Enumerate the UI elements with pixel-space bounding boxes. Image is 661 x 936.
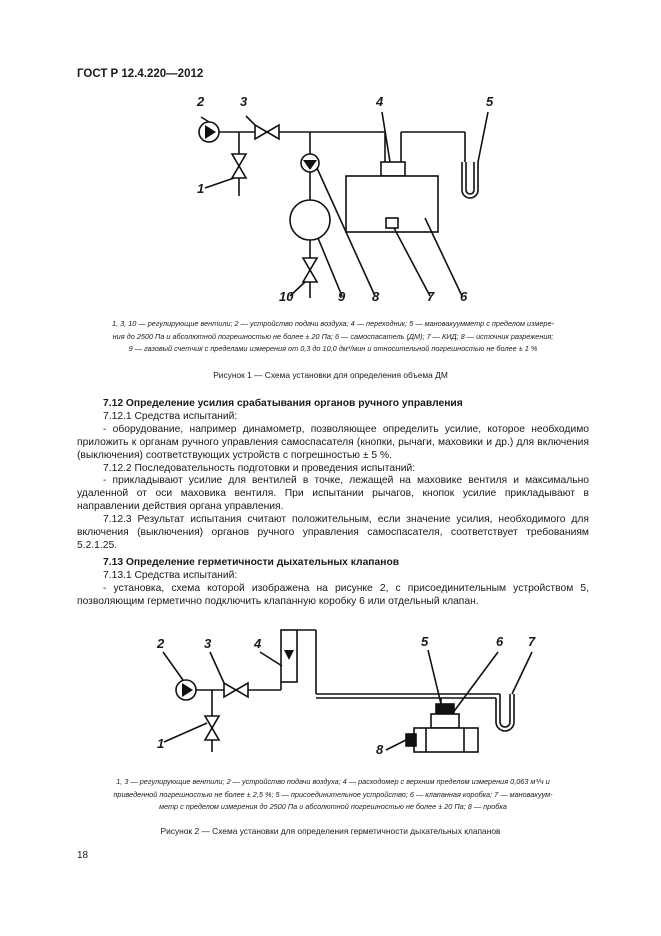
label-4: 4: [376, 94, 384, 109]
label-6: 6: [496, 634, 504, 649]
label-10: 10: [279, 289, 294, 304]
label-5: 5: [486, 94, 494, 109]
figure-1-diagram: [0, 88, 661, 310]
connection-device-5: [436, 704, 454, 714]
paragraph: 7.12.1 Средства испытаний:: [103, 410, 238, 422]
body-text: [77, 398, 589, 609]
figure-2-title: Рисунок 2 — Схема установки для определения герметичности дыхательных клапанов: [160, 826, 501, 836]
valve-box-6: [431, 714, 459, 728]
figure-2-legend-line: 1, 3 — регулирующие вентили; 2 — устройство подачи воздуха; 4 — расходомер с верхним пределом измерения 0,063 м³/ч и: [116, 777, 550, 786]
label-9: 9: [338, 289, 346, 304]
paragraph: 7.12.3 Результат испытания считают положительным, если значение усилия, необходимого для включения (выключения) органов ручного управления самоспасателя, соответствует требованиям 5.2.1.25.: [77, 514, 589, 551]
paragraph: 7.12.2 Последовательность подготовки и проведения испытаний:: [103, 462, 416, 474]
paragraph: - установка, схема которой изображена на рисунке 2, с присоединительным устройством 5, позволяющим герметично подключить клапанную коробку 6 или отдельный клапан.: [77, 582, 589, 607]
section-7-12-heading: 7.12 Определение усилия срабатывания органов ручного управления: [103, 398, 463, 409]
figure-1-legend-line: 1, 3, 10 — регулирующие вентили; 2 — устройство подачи воздуха; 4 — переходник; 5 — мановакуумметр с пределом измере-: [112, 319, 554, 328]
label-5: 5: [421, 634, 429, 649]
figure-1-legend: [72, 318, 594, 356]
label-1: 1: [197, 181, 205, 196]
label-6: 6: [460, 289, 468, 304]
label-2: 2: [157, 636, 165, 651]
label-3: 3: [240, 94, 248, 109]
valve-3-right: [236, 683, 248, 697]
adapter-4: [381, 162, 405, 176]
figure-2-diagram: [0, 618, 661, 768]
figure-2-legend-line: приведенной погрешностью не более ± 2,5 %; 5 — присоединительное устройство; 6 — клапанная коробка; 7 — мановакуум-: [113, 789, 553, 799]
manometer-7: [496, 694, 514, 731]
self-rescuer-6: [346, 176, 438, 232]
plug-8: [406, 734, 416, 746]
figure-1-legend-line: ния до 2500 Па и абсолютной погрешностью не более ± 20 Па; 6 — самоспасатель (ДМ); 7 — КИД; 8 — источник разрежения;: [112, 331, 554, 341]
valve-1-top: [205, 716, 219, 728]
pump-2-arrow: [205, 125, 216, 139]
paragraph: 7.13.1 Средства испытаний:: [103, 569, 238, 581]
valve-3-right: [267, 125, 279, 139]
figure-2-legend: [72, 776, 594, 814]
valve-1-bottom: [205, 728, 219, 740]
valve-1-bottom: [232, 166, 246, 178]
valve-10-bottom: [303, 270, 317, 282]
gas-meter-9: [290, 200, 330, 240]
figure-2-legend-line: метр с пределом измерения до 2500 Па и абсолютной погрешностью не более ± 20 Па; 8 — пробка: [159, 802, 507, 811]
document-header: ГОСТ Р 12.4.220—2012: [77, 68, 204, 80]
figure-1-legend-line: 9 — газовый счетчик с пределами измерения от 0,3 до 10,0 дм³/мин и относительной погрешностью не более ± 1 %: [128, 344, 538, 353]
valve-1-top: [232, 154, 246, 166]
valve-3-left: [255, 125, 267, 139]
label-8: 8: [372, 289, 380, 304]
label-3: 3: [204, 636, 212, 651]
valve-10-top: [303, 258, 317, 270]
label-7: 7: [528, 634, 536, 649]
paragraph: - оборудование, например динамометр, позволяющее определить усилие, которое необходимо приложить к органам ручного управления самоспасателя (кнопки, рычаги, маховики и др.) для включения (выключения) соответствующих устройств с погрешностью ± 5 %.: [77, 423, 589, 461]
label-7: 7: [427, 289, 435, 304]
manometer-5: [462, 162, 478, 198]
figure-1-title: Рисунок 1 — Схема установки для определения объема ДМ: [213, 370, 448, 380]
label-1: 1: [157, 736, 165, 751]
label-8: 8: [376, 742, 384, 757]
paragraph: - прикладывают усилие для вентилей в точке, лежащей на маховике вентиля и максимально удаленной от оси маховика вентиля. При испытании рычагов, кнопок усилие прикладывают в направлении действия органа управления.: [77, 475, 589, 513]
valve-3-left: [224, 683, 236, 697]
page-number: 18: [77, 850, 89, 861]
label-4: 4: [254, 636, 262, 651]
section-7-13-heading: 7.13 Определение герметичности дыхательных клапанов: [103, 556, 400, 568]
label-2: 2: [197, 94, 205, 109]
